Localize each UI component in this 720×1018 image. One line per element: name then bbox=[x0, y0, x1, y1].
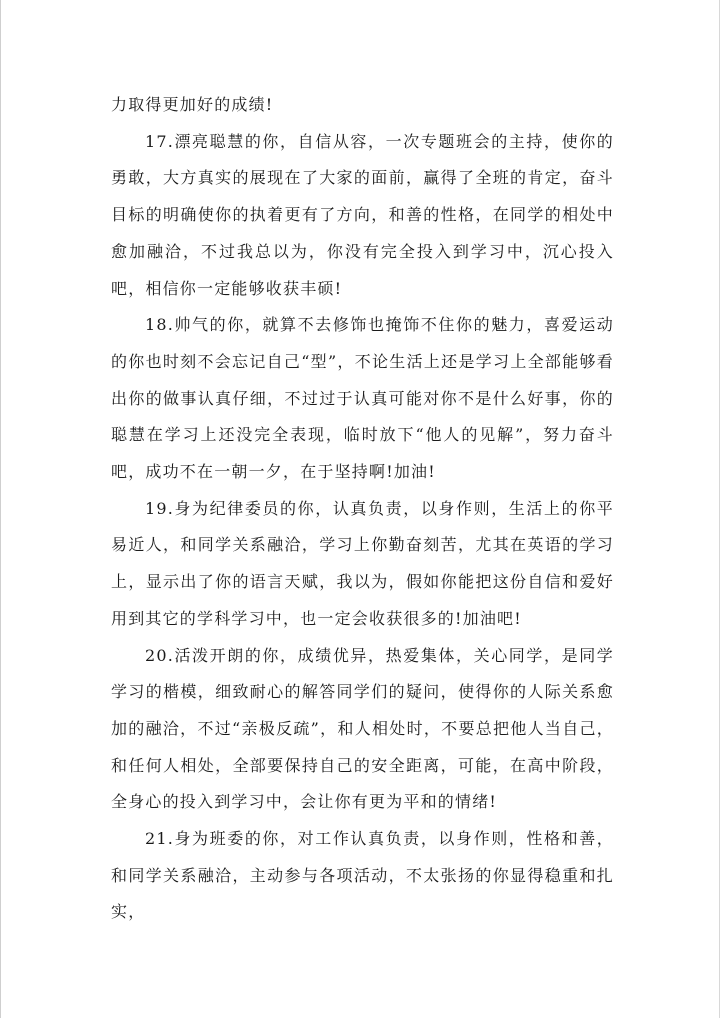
paragraph-comment-18: 18.帅气的你，就算不去修饰也掩饰不住你的魅力，喜爱运动的你也时刻不会忘记自己“型”，不论生活上还是学习上全部能够看出你的做事认真仔细，不过过于认真可能对你不是什么好事，你的聪慧在学习上还没完全表现，临时放下“他人的见解”，努力奋斗吧，成功不在一朝一夕，在于坚持啊!加油! bbox=[111, 315, 614, 482]
paragraph-comment-20: 20.活泼开朗的你，成绩优异，热爱集体，关心同学，是同学学习的楷模，细致耐心的解答同学们的疑问，使得你的人际关系愈加的融洽，不过“亲极反疏”，和人相处时，不要总把他人当自己，和任何人相处，全部要保持自己的安全距离，可能，在高中阶段，全身心的投入到学习中，会让你有更为平和的情绪! bbox=[111, 645, 614, 812]
paragraph-comment-17: 17.漂亮聪慧的你，自信从容，一次专题班会的主持，使你的勇敢，大方真实的展现在了大家的面前，赢得了全班的肯定，奋斗目标的明确使你的执着更有了方向，和善的性格，在同学的相处中愈加融洽，不过我总以为，你没有完全投入到学习中，沉心投入吧，相信你一定能够收获丰硕! bbox=[111, 131, 614, 298]
paragraph-comment-19: 19.身为纪律委员的你，认真负责，以身作则，生活上的你平易近人，和同学关系融洽，学习上你勤奋刻苦，尤其在英语的学习上，显示出了你的语言天赋，我以为，假如你能把这份自信和爱好用到其它的学科学习中，也一定会收获很多的!加油吧! bbox=[111, 498, 614, 628]
document-body bbox=[111, 87, 614, 931]
paragraph-continuation: 力取得更加好的成绩! bbox=[111, 95, 274, 114]
paragraph-comment-21: 21.身为班委的你，对工作认真负责，以身作则，性格和善，和同学关系融洽，主动参与各项活动，不太张扬的你显得稳重和扎实， bbox=[111, 829, 614, 922]
